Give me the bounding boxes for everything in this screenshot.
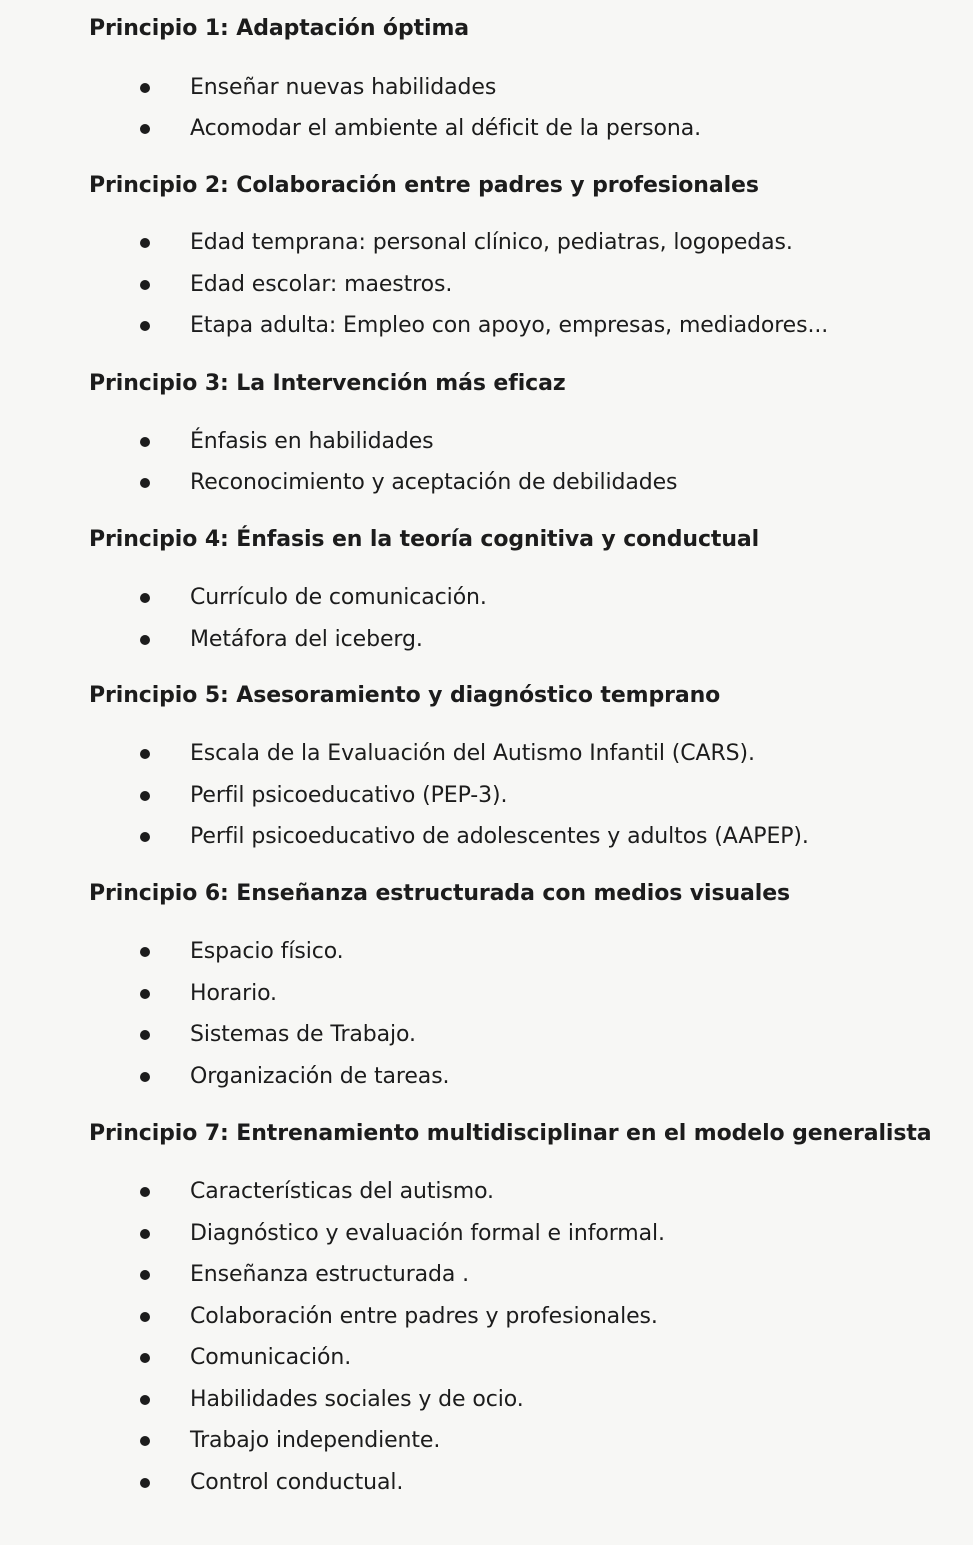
bullet-icon [140,1478,150,1488]
list-item [0,1344,973,1374]
list-item-text: Características del autismo. [190,1179,494,1204]
list-item-text: Metáfora del iceberg. [190,627,423,652]
bullet-icon [140,238,150,248]
list-item-text: Control conductual. [190,1470,404,1495]
list-item [0,1386,973,1416]
bullet-icon [140,437,150,447]
list-item [0,271,973,301]
list-item [0,469,973,499]
bullet-icon [140,1229,150,1239]
bullet-icon [140,593,150,603]
list-item [0,229,973,259]
list-item-text: Trabajo independiente. [190,1428,441,1453]
bullet-icon [140,83,150,93]
bullet-icon [140,749,150,759]
bullet-icon [140,1030,150,1040]
bullet-icon [140,1353,150,1363]
list-item [0,428,973,458]
list-item [0,938,973,968]
bullet-icon [140,321,150,331]
bullet-icon [140,947,150,957]
bullet-icon [140,989,150,999]
list-item [0,626,973,656]
list-item-text: Colaboración entre padres y profesionales. [190,1304,658,1329]
bullet-icon [140,1395,150,1405]
list-item-text: Reconocimiento y aceptación de debilidades [190,470,678,495]
section-heading: Principio 3: La Intervención más eficaz [89,371,566,396]
bullet-icon [140,1187,150,1197]
list-item-text: Habilidades sociales y de ocio. [190,1387,524,1412]
list-item-text: Comunicación. [190,1345,352,1370]
bullet-icon [140,1270,150,1280]
list-item [0,1220,973,1250]
section-heading: Principio 7: Entrenamiento multidisciplinar en el modelo generalista [89,1121,932,1146]
bullet-icon [140,1072,150,1082]
bullet-icon [140,478,150,488]
list-item [0,312,973,342]
bullet-icon [140,832,150,842]
bullet-icon [140,280,150,290]
list-item-text: Escala de la Evaluación del Autismo Infantil (CARS). [190,741,755,766]
list-item [0,823,973,853]
list-item-text: Perfil psicoeducativo (PEP-3). [190,783,508,808]
list-item-text: Acomodar el ambiente al déficit de la persona. [190,116,701,141]
list-item-text: Enseñanza estructurada . [190,1262,470,1287]
list-item [0,782,973,812]
list-item [0,1021,973,1051]
list-item [0,1178,973,1208]
list-item-text: Edad escolar: maestros. [190,272,453,297]
section-heading: Principio 5: Asesoramiento y diagnóstico temprano [89,683,721,708]
section-heading: Principio 4: Énfasis en la teoría cognitiva y conductual [89,527,760,552]
list-item-text: Etapa adulta: Empleo con apoyo, empresas, mediadores... [190,313,829,338]
list-item [0,584,973,614]
section-heading: Principio 2: Colaboración entre padres y profesionales [89,173,759,198]
section-heading: Principio 1: Adaptación óptima [89,16,470,41]
list-item-text: Espacio físico. [190,939,344,964]
list-item [0,1469,973,1499]
bullet-icon [140,1436,150,1446]
list-item [0,115,973,145]
list-item-text: Enseñar nuevas habilidades [190,75,497,100]
bullet-icon [140,635,150,645]
section-heading: Principio 6: Enseñanza estructurada con medios visuales [89,881,791,906]
list-item-text: Diagnóstico y evaluación formal e informal. [190,1221,665,1246]
bullet-icon [140,124,150,134]
list-item-text: Énfasis en habilidades [190,429,434,454]
list-item [0,980,973,1010]
list-item-text: Sistemas de Trabajo. [190,1022,416,1047]
list-item-text: Perfil psicoeducativo de adolescentes y adultos (AAPEP). [190,824,809,849]
list-item [0,1261,973,1291]
list-item [0,74,973,104]
list-item [0,1303,973,1333]
bullet-icon [140,791,150,801]
bullet-icon [140,1312,150,1322]
list-item-text: Currículo de comunicación. [190,585,487,610]
list-item-text: Organización de tareas. [190,1064,450,1089]
list-item [0,1063,973,1093]
list-item [0,740,973,770]
list-item-text: Edad temprana: personal clínico, pediatras, logopedas. [190,230,793,255]
list-item-text: Horario. [190,981,277,1006]
list-item [0,1427,973,1457]
